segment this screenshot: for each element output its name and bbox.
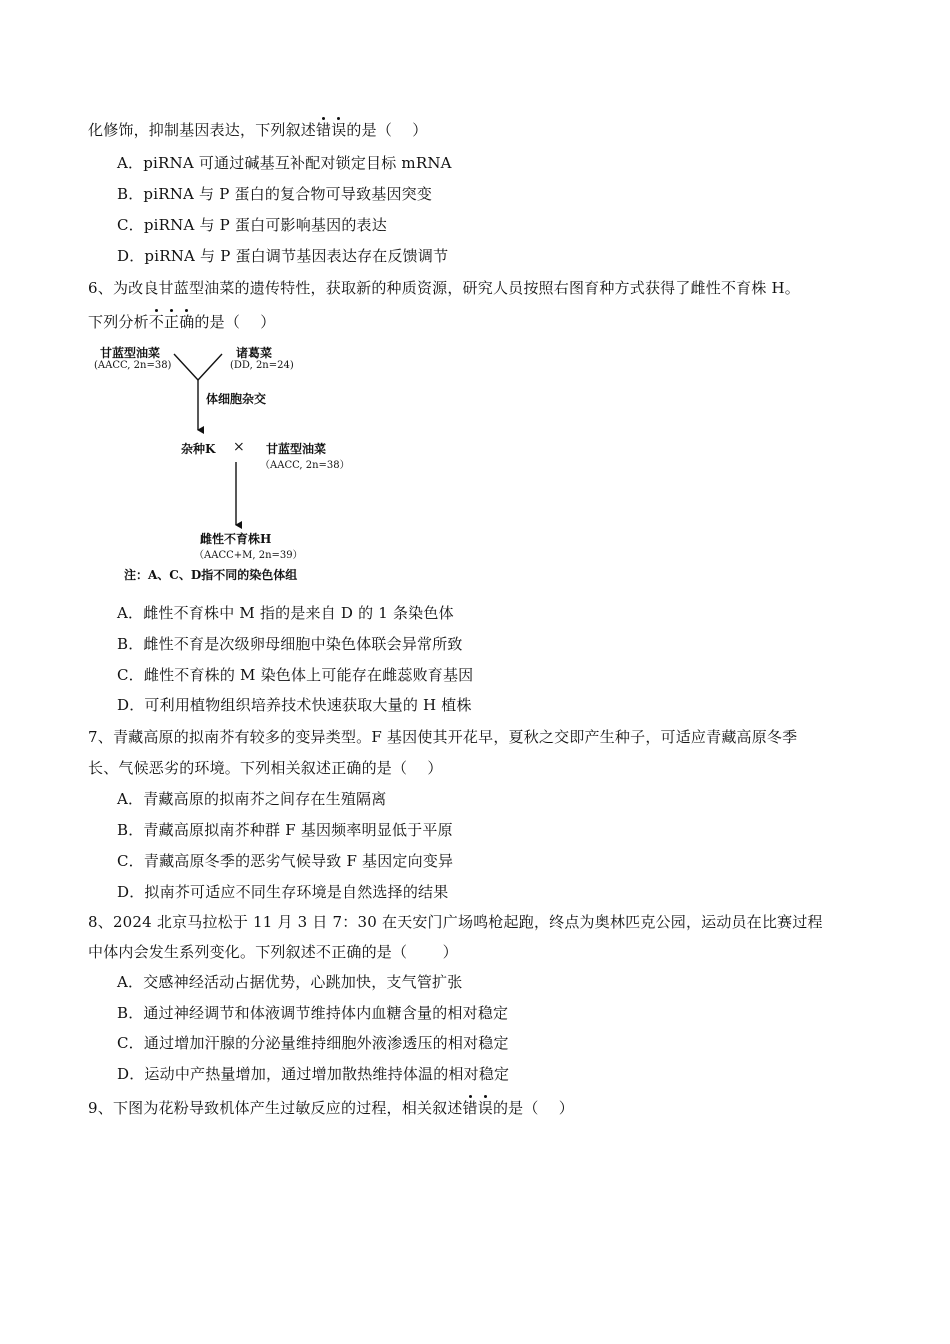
q9-stem-text: 9、下图为花粉导致机体产生过敏反应的过程，相关叙述 bbox=[88, 1099, 463, 1117]
q6-stem-line1: 6、为改良甘蓝型油菜的遗传特性，获取新的种质资源，研究人员按照右图育种方式获得了雌性不育株 H。 bbox=[88, 279, 800, 297]
parent2-name: 诸葛菜 bbox=[236, 346, 273, 360]
breeding-diagram bbox=[86, 342, 386, 587]
q5-option-b: B．piRNA 与 P 蛋白的复合物可导致基因突变 bbox=[117, 185, 433, 203]
q5-stem-end: 的是（ ） bbox=[346, 121, 428, 139]
q8-option-c: C．通过增加汗腺的分泌量维持细胞外液渗透压的相对稳定 bbox=[117, 1034, 509, 1052]
merge-line-left bbox=[174, 354, 198, 380]
emphasis-char: 确 bbox=[179, 313, 195, 331]
parent1-name: 甘蓝型油菜 bbox=[100, 346, 161, 360]
q7-stem-line1: 7、青藏高原的拟南芥有较多的变异类型。F 基因使其开花早，夏秋之交即产生种子，可适应青藏高原冬季 bbox=[88, 728, 798, 746]
q9-stem bbox=[88, 1098, 574, 1118]
q5-option-a: A．piRNA 可通过碱基互补配对锁定目标 mRNA bbox=[117, 154, 452, 172]
q7-option-d: D．拟南芥可适应不同生存环境是自然选择的结果 bbox=[117, 883, 449, 901]
q6-option-b: B．雌性不育是次级卵母细胞中染色体联会异常所致 bbox=[117, 635, 463, 653]
parent2-genome: (DD, 2n=24) bbox=[230, 360, 294, 371]
q5-option-d: D．piRNA 与 P 蛋白调节基因表达存在反馈调节 bbox=[117, 247, 449, 265]
parent3-genome: （AACC, 2n=38） bbox=[260, 460, 350, 471]
q9-stem-end: 的是（ ） bbox=[492, 1099, 574, 1117]
offspring-name: 雌性不育株H bbox=[200, 532, 272, 546]
emphasis-char: 正 bbox=[164, 313, 180, 331]
emphasis-char: 错 bbox=[316, 121, 332, 139]
process-label: 体细胞杂交 bbox=[206, 392, 267, 406]
q5-stem bbox=[88, 120, 427, 140]
cross-symbol: × bbox=[233, 439, 245, 455]
offspring-genome: （AACC+M, 2n=39） bbox=[194, 550, 303, 561]
q8-option-d: D．运动中产热量增加，通过增加散热维持体温的相对稳定 bbox=[117, 1065, 510, 1083]
q8-option-b: B．通过神经调节和体液调节维持体内血糖含量的相对稳定 bbox=[117, 1004, 509, 1022]
q7-option-a: A．青藏高原的拟南芥之间存在生殖隔离 bbox=[117, 790, 387, 808]
q6-stem-text: 下列分析 bbox=[88, 313, 149, 331]
q5-option-c: C．piRNA 与 P 蛋白可影响基因的表达 bbox=[117, 216, 387, 234]
q8-stem-line2: 中体内会发生系列变化。下列叙述不正确的是（ ） bbox=[88, 943, 458, 961]
q7-option-b: B．青藏高原拟南芥种群 F 基因频率明显低于平原 bbox=[117, 821, 453, 839]
q6-stem-line2 bbox=[88, 312, 275, 332]
emphasis-char: 误 bbox=[331, 121, 347, 139]
emphasis-char: 错 bbox=[462, 1099, 478, 1117]
q6-option-d: D．可利用植物组织培养技术快速获取大量的 H 植株 bbox=[117, 696, 472, 714]
merge-line-right bbox=[198, 354, 222, 380]
q7-option-c: C．青藏高原冬季的恶劣气候导致 F 基因定向变异 bbox=[117, 852, 454, 870]
q8-stem-line1: 8、2024 北京马拉松于 11 月 3 日 7：30 在天安门广场鸣枪起跑，终点为奥林匹克公园，运动员在比赛过程 bbox=[88, 913, 823, 931]
q6-option-a: A．雌性不育株中 M 指的是来自 D 的 1 条染色体 bbox=[117, 604, 454, 622]
diagram-note: 注：A、C、D指不同的染色体组 bbox=[124, 568, 298, 582]
q6-option-c: C．雌性不育株的 M 染色体上可能存在雌蕊败育基因 bbox=[117, 666, 474, 684]
parent3-name: 甘蓝型油菜 bbox=[266, 442, 327, 456]
q6-stem-end: 的是（ ） bbox=[194, 313, 276, 331]
parent1-genome: (AACC, 2n=38) bbox=[94, 360, 172, 371]
q7-stem-line2: 长、气候恶劣的环境。下列相关叙述正确的是（ ） bbox=[88, 759, 443, 777]
q5-stem-text: 化修饰，抑制基因表达，下列叙述 bbox=[88, 121, 317, 139]
emphasis-char: 不 bbox=[148, 313, 165, 331]
q8-option-a: A．交感神经活动占据优势，心跳加快，支气管扩张 bbox=[117, 973, 463, 991]
hybrid-k: 杂种K bbox=[181, 442, 216, 456]
emphasis-char: 误 bbox=[477, 1099, 493, 1117]
